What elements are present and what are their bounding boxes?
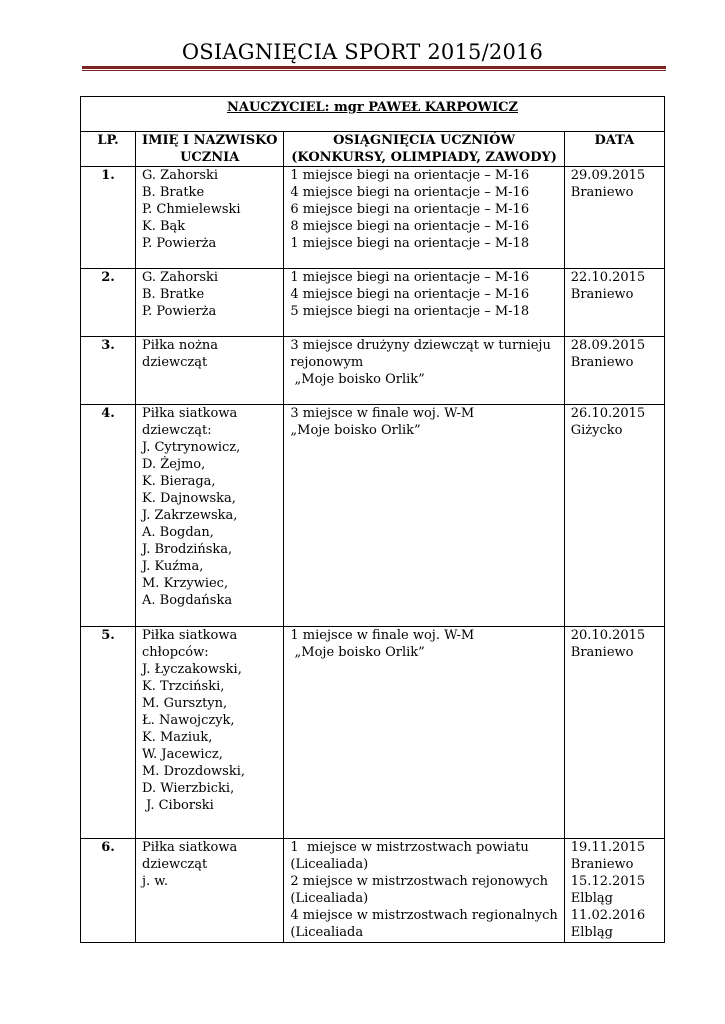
student-names-cell	[136, 337, 284, 405]
student-name: J. Zakrzewska,	[142, 508, 238, 523]
date-cell	[564, 405, 664, 627]
student-name: M. Krzywiec,	[142, 576, 229, 591]
student-name: dziewcząt	[142, 857, 208, 872]
student-name: J. Cytrynowicz,	[142, 440, 241, 455]
achievements-cell	[284, 337, 564, 405]
student-name: P. Powierża	[142, 304, 217, 319]
student-name: W. Jacewicz,	[142, 747, 223, 762]
achievement-line: rejonowym	[290, 355, 364, 370]
student-names-cell	[136, 405, 284, 627]
header-achievements	[284, 132, 564, 167]
student-name: D. Żejmo,	[142, 457, 206, 472]
student-name: chłopców:	[142, 645, 209, 660]
date-line: Braniewo	[570, 185, 634, 200]
achievement-line: „Moje boisko Orlik”	[290, 423, 421, 438]
table-row	[81, 337, 665, 405]
achievement-line: 1 miejsce w mistrzostwach powiatu	[290, 840, 529, 855]
achievements-cell	[284, 167, 564, 269]
date-line: Braniewo	[570, 645, 634, 660]
achievement-line: 1 miejsce biegi na orientacje – M-16	[290, 168, 530, 183]
achievements-table	[80, 96, 665, 943]
row-number: 4.	[81, 405, 136, 627]
date-line: Braniewo	[570, 287, 634, 302]
achievement-line: 1 miejsce biegi na orientacje – M-18	[290, 236, 530, 251]
achievement-line: 1 miejsce biegi na orientacje – M-16	[290, 270, 530, 285]
row-number: 1.	[81, 167, 136, 269]
student-name: J. Brodzińska,	[142, 542, 233, 557]
document-title: OSIAGNIĘCIA SPORT 2015/2016	[181, 40, 544, 64]
achievement-line: (Licealiada	[290, 925, 364, 940]
student-name: P. Powierża	[142, 236, 217, 251]
student-name: J. Ciborski	[142, 798, 214, 813]
student-name: P. Chmielewski	[142, 202, 241, 217]
date-line: Giżycko	[570, 423, 623, 438]
row-number: 6.	[81, 839, 136, 943]
student-name: A. Bogdańska	[142, 593, 233, 608]
student-name: j. w.	[142, 874, 169, 889]
date-line: 15.12.2015	[570, 874, 646, 889]
student-name: J. Kuźma,	[142, 559, 204, 574]
student-name: B. Bratke	[142, 185, 205, 200]
date-line: Braniewo	[570, 355, 634, 370]
achievement-line: 4 miejsce biegi na orientacje – M-16	[290, 287, 530, 302]
achievement-line: 1 miejsce w finale woj. W-M	[290, 628, 475, 643]
header-name-line2: UCZNIA	[180, 150, 240, 165]
student-name: M. Drozdowski,	[142, 764, 246, 779]
table-row	[81, 167, 665, 269]
student-name: K. Dajnowska,	[142, 491, 236, 506]
student-name: K. Bieraga,	[142, 474, 216, 489]
student-name: K. Bąk	[142, 219, 186, 234]
achievement-line: (Licealiada)	[290, 857, 369, 872]
header-lp-label: LP.	[97, 133, 119, 148]
date-line: 28.09.2015	[570, 338, 646, 353]
date-line: 20.10.2015	[570, 628, 646, 643]
student-names-cell	[136, 167, 284, 269]
achievement-line: 3 miejsce w finale woj. W-M	[290, 406, 475, 421]
student-name: dziewcząt:	[142, 423, 212, 438]
student-names-cell	[136, 627, 284, 839]
date-line: 29.09.2015	[570, 168, 646, 183]
student-name: Piłka siatkowa	[142, 840, 238, 855]
date-cell	[564, 337, 664, 405]
achievement-line: (Licealiada)	[290, 891, 369, 906]
header-student-name	[136, 132, 284, 167]
date-cell	[564, 167, 664, 269]
table-row	[81, 627, 665, 839]
student-names-cell	[136, 269, 284, 337]
date-line: 11.02.2016	[570, 908, 646, 923]
student-names-cell	[136, 839, 284, 943]
student-name: K. Trzciński,	[142, 679, 225, 694]
student-name: dziewcząt	[142, 355, 208, 370]
achievements-cell	[284, 839, 564, 943]
student-name: J. Łyczakowski,	[142, 662, 242, 677]
date-line: Elbląg	[570, 925, 613, 940]
header-date	[564, 132, 664, 167]
date-line: Braniewo	[570, 857, 634, 872]
achievement-line: 8 miejsce biegi na orientacje – M-16	[290, 219, 530, 234]
student-name: Piłka siatkowa	[142, 628, 238, 643]
title-underline	[82, 66, 666, 71]
header-ach-line2: (KONKURSY, OLIMPIADY, ZAWODY)	[291, 150, 557, 165]
achievement-line: „Moje boisko Orlik”	[290, 645, 425, 660]
achievement-line: 6 miejsce biegi na orientacje – M-16	[290, 202, 530, 217]
table-row	[81, 269, 665, 337]
date-line: Elbląg	[570, 891, 613, 906]
header-date-label: DATA	[594, 133, 635, 148]
date-line: 19.11.2015	[570, 840, 646, 855]
date-line: 26.10.2015	[570, 406, 646, 421]
date-line: 22.10.2015	[570, 270, 646, 285]
student-name: K. Maziuk,	[142, 730, 213, 745]
row-number: 2.	[81, 269, 136, 337]
achievement-line: 3 miejsce drużyny dziewcząt w turnieju	[290, 338, 551, 353]
achievement-line: „Moje boisko Orlik”	[290, 372, 425, 387]
header-ach-line1: OSIĄGNIĘCIA UCZNIÓW	[333, 133, 516, 148]
student-name: G. Zahorski	[142, 270, 219, 285]
row-number: 3.	[81, 337, 136, 405]
achievements-cell	[284, 405, 564, 627]
achievement-line: 2 miejsce w mistrzostwach rejonowych	[290, 874, 548, 889]
achievement-line: 5 miejsce biegi na orientacje – M-18	[290, 304, 530, 319]
header-row	[81, 132, 665, 167]
student-name: M. Gursztyn,	[142, 696, 228, 711]
student-name: G. Zahorski	[142, 168, 219, 183]
teacher-row	[81, 97, 665, 132]
row-number: 5.	[81, 627, 136, 839]
student-name: Ł. Nawojczyk,	[142, 713, 235, 728]
student-name: Piłka siatkowa	[142, 406, 238, 421]
table-row	[81, 405, 665, 627]
achievement-line: 4 miejsce w mistrzostwach regionalnych	[290, 908, 558, 923]
achievements-cell	[284, 627, 564, 839]
date-cell	[564, 839, 664, 943]
student-name: D. Wierzbicki,	[142, 781, 235, 796]
table-row	[81, 839, 665, 943]
achievements-cell	[284, 269, 564, 337]
student-name: A. Bogdan,	[142, 525, 214, 540]
header-lp	[81, 132, 136, 167]
teacher-name: NAUCZYCIEL: mgr PAWEŁ KARPOWICZ	[81, 97, 665, 132]
student-name: B. Bratke	[142, 287, 205, 302]
achievement-line: 4 miejsce biegi na orientacje – M-16	[290, 185, 530, 200]
header-name-line1: IMIĘ I NAZWISKO	[142, 133, 278, 148]
date-cell	[564, 269, 664, 337]
student-name: Piłka nożna	[142, 338, 219, 353]
date-cell	[564, 627, 664, 839]
